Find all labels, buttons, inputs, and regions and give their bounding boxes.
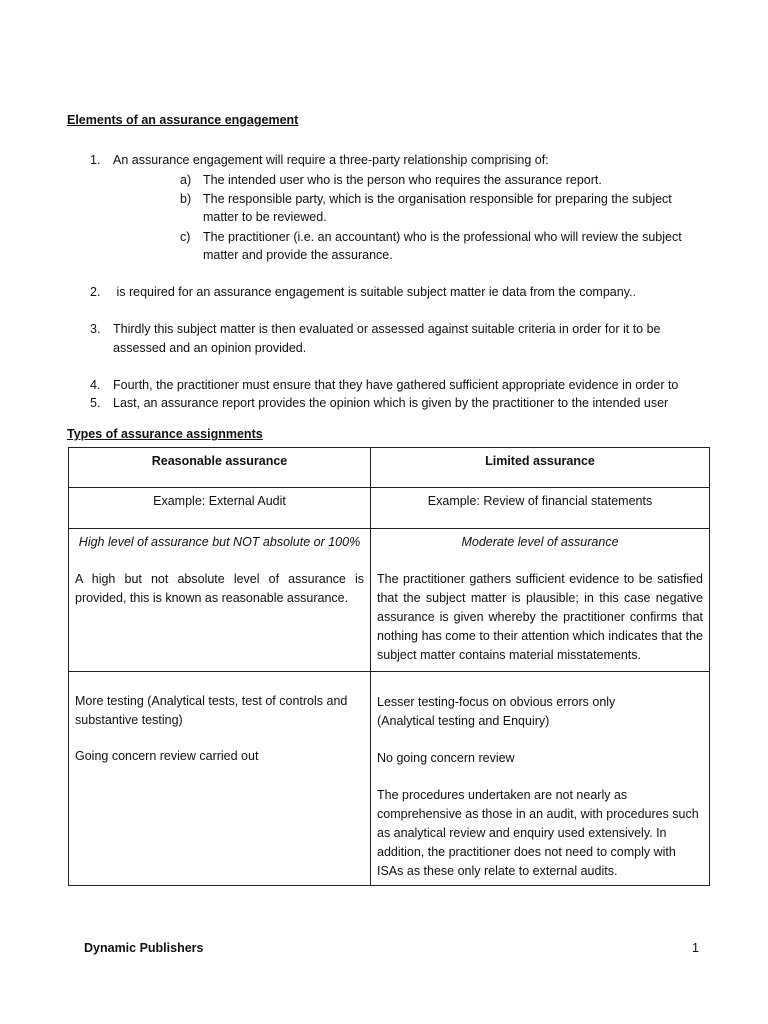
table-row bbox=[69, 672, 710, 886]
sub-item-a bbox=[180, 171, 700, 189]
sub-text: The responsible party, which is the organisation responsible for preparing the subject matter to be reviewed. bbox=[203, 192, 672, 224]
cell-paragraph: Lesser testing-focus on obvious errors only bbox=[377, 695, 616, 709]
table-cell bbox=[371, 529, 710, 672]
list-item-1 bbox=[90, 151, 705, 170]
section-heading-elements: Elements of an assurance engagement bbox=[67, 113, 299, 127]
list-item-2 bbox=[90, 283, 705, 302]
list-text: is required for an assurance engagement is suitable subject matter ie data from the company.. bbox=[113, 285, 636, 299]
table-row bbox=[69, 488, 710, 529]
cell-paragraph: Going concern review carried out bbox=[75, 749, 259, 763]
sub-item-b bbox=[180, 190, 700, 226]
sub-text: The intended user who is the person who requires the assurance report. bbox=[203, 173, 602, 187]
table-row bbox=[69, 529, 710, 672]
section-heading-types: Types of assurance assignments bbox=[67, 427, 263, 441]
cell-paragraph: (Analytical testing and Enquiry) bbox=[377, 714, 550, 728]
header-limited: Limited assurance bbox=[371, 448, 710, 488]
table-cell: Example: Review of financial statements bbox=[371, 488, 710, 529]
list-text: Last, an assurance report provides the opinion which is given by the practitioner to the intended user bbox=[113, 396, 669, 410]
header-reasonable: Reasonable assurance bbox=[69, 448, 371, 488]
list-number: 3. bbox=[90, 322, 101, 336]
cell-body: A high but not absolute level of assurance is provided, this is known as reasonable assurance. bbox=[75, 572, 364, 605]
table-cell bbox=[69, 529, 371, 672]
list-number: 1. bbox=[90, 153, 101, 167]
list-item-4 bbox=[90, 376, 705, 395]
cell-paragraph: No going concern review bbox=[377, 751, 515, 765]
cell-body: The practitioner gathers sufficient evidence to be satisfied that the subject matter is plausible; in this case negative assurance is given whereby the practitioner confirms that nothing has come to their attention which indicates that the subject matter contains material misstatements. bbox=[377, 572, 703, 662]
footer-page-number: 1 bbox=[692, 941, 699, 955]
list-text: Thirdly this subject matter is then evaluated or assessed against suitable criteria in order for it to be assessed and an opinion provided. bbox=[113, 322, 661, 355]
cell-paragraph: The procedures undertaken are not nearly as comprehensive as those in an audit, with procedures such as analytical review and enquiry used extensively. In addition, the practitioner does not need to comply with ISAs as these only relate to external audits. bbox=[377, 788, 699, 878]
table-cell bbox=[69, 672, 371, 886]
table-cell: Example: External Audit bbox=[69, 488, 371, 529]
cell-paragraph: More testing (Analytical tests, test of controls and substantive testing) bbox=[75, 694, 348, 727]
table-cell bbox=[371, 672, 710, 886]
footer-publisher: Dynamic Publishers bbox=[84, 941, 204, 955]
assurance-comparison-table bbox=[68, 447, 710, 886]
sub-letter: c) bbox=[180, 230, 191, 244]
sub-letter: a) bbox=[180, 173, 192, 187]
sub-letter: b) bbox=[180, 192, 192, 206]
list-text: Fourth, the practitioner must ensure that they have gathered sufficient appropriate evidence in order to bbox=[113, 378, 679, 392]
list-text: An assurance engagement will require a three-party relationship comprising of: bbox=[113, 153, 549, 167]
list-number: 4. bbox=[90, 378, 101, 392]
list-number: 5. bbox=[90, 396, 101, 410]
cell-title: Moderate level of assurance bbox=[461, 535, 619, 549]
cell-title: High level of assurance but NOT absolute or 100% bbox=[78, 535, 361, 549]
list-item-3 bbox=[90, 320, 705, 358]
list-item-5 bbox=[90, 394, 705, 413]
table-header-row bbox=[69, 448, 710, 488]
sub-item-c bbox=[180, 228, 700, 264]
list-number: 2. bbox=[90, 285, 101, 299]
sub-text: The practitioner (i.e. an accountant) who is the professional who will review the subject matter and provide the assurance. bbox=[203, 230, 682, 262]
